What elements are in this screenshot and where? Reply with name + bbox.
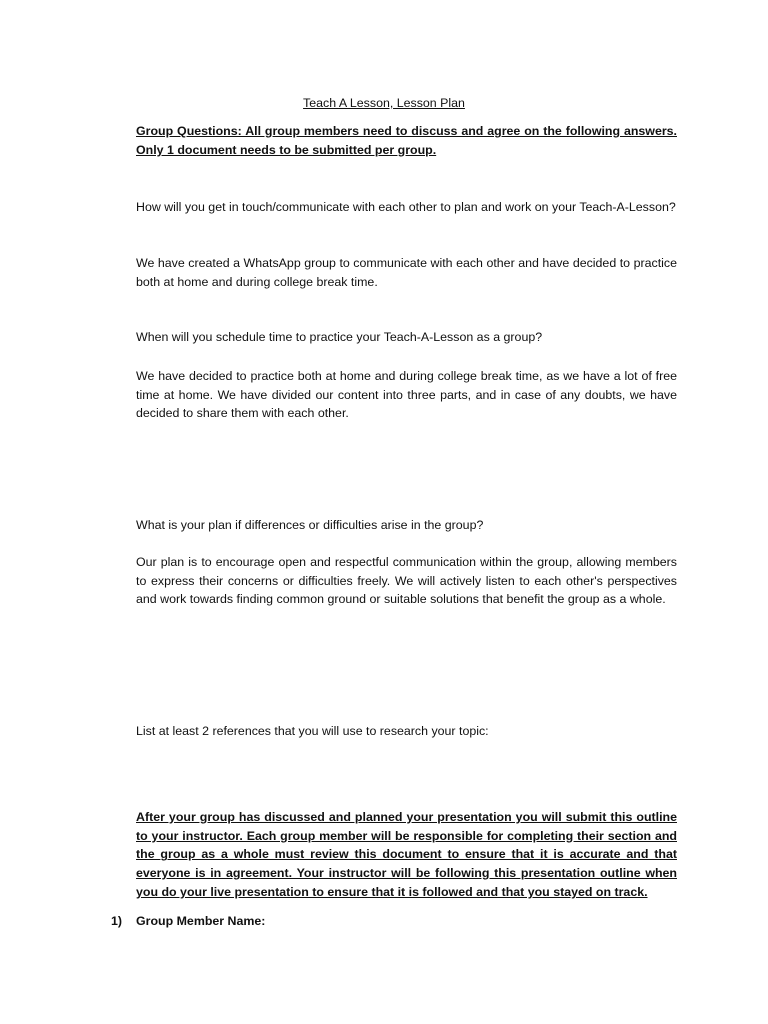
answer-difficulties: Our plan is to encourage open and respectful communication within the group, allowing members to express their concerns or difficulties freely. We will actively listen to each other's perspectives and work towards finding common ground or suitable solutions that benefit the group as a whole. bbox=[136, 555, 677, 607]
question-difficulties: What is your plan if differences or difficulties arise in the group? bbox=[136, 518, 484, 532]
question-schedule: When will you schedule time to practice your Teach-A-Lesson as a group? bbox=[136, 330, 543, 344]
answer-schedule: We have decided to practice both at home and during college break time, as we have a lot of free time at home. We have divided our content into three parts, and in case of any doubts, we have decided to share them with each other. bbox=[136, 369, 677, 421]
outline-instructions: After your group has discussed and planned your presentation you will submit this outline to your instructor. Each group member will be responsible for completing their section and the group as a whole must review this document to ensure that it is accurate and that everyone is in agreement. Your instructor will be following this presentation outline when you do your live presentation to ensure that it is followed and that you stayed on track. bbox=[136, 810, 677, 899]
group-member-name-label: Group Member Name: bbox=[136, 914, 266, 928]
answer-communication: We have created a WhatsApp group to communicate with each other and have decided to practice both at home and during college break time. bbox=[136, 256, 677, 289]
group-member-list-item bbox=[111, 912, 265, 930]
group-instructions: Group Questions: All group members need to discuss and agree on the following answers. Only 1 document needs to be submitted per group. bbox=[136, 124, 677, 157]
question-communication: How will you get in touch/communicate with each other to plan and work on your Teach-A-Lesson? bbox=[136, 200, 676, 214]
document-title: Teach A Lesson, Lesson Plan bbox=[303, 96, 465, 110]
question-references: List at least 2 references that you will use to research your topic: bbox=[136, 724, 489, 738]
list-number: 1) bbox=[111, 914, 123, 928]
